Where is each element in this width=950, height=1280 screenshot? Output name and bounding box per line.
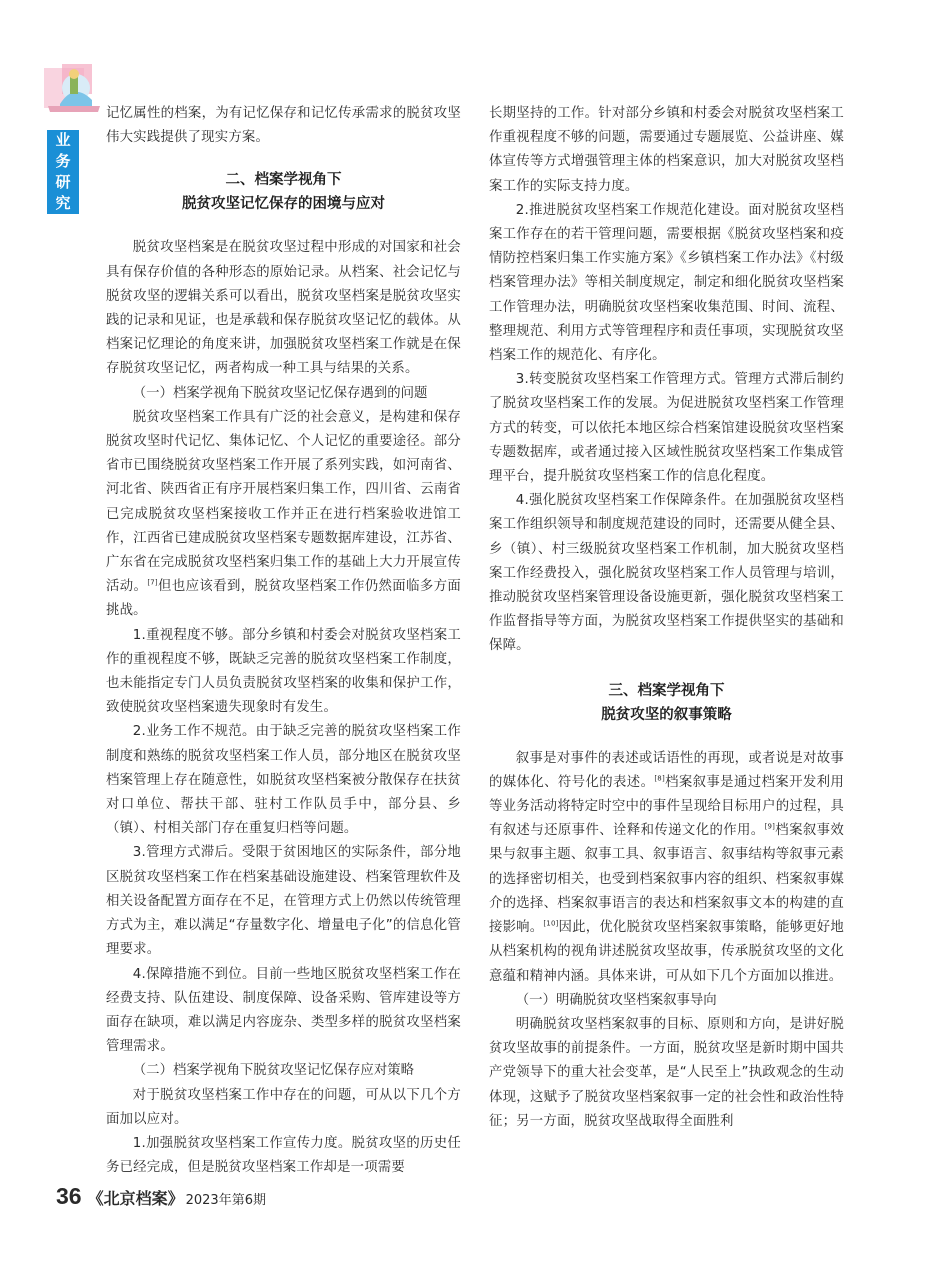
list-item: 1.重视程度不够。部分乡镇和村委会对脱贫攻坚档案工作的重视程度不够，既缺乏完善的脱贫攻坚档案工作制度，也未能指定专门人员负责脱贫攻坚档案的收集和保护工作，致使脱贫攻坚档案遗失现象时有发生。 bbox=[106, 627, 461, 716]
paragraph: 记忆属性的档案，为有记忆保存和记忆传承需求的脱贫攻坚伟大实践提供了现实方案。 bbox=[106, 106, 461, 146]
section-logo-icon bbox=[40, 62, 110, 116]
heading-line: 脱贫攻坚的叙事策略 bbox=[601, 706, 732, 723]
citation: [8] bbox=[654, 774, 665, 783]
subheading: （二）档案学视角下脱贫攻坚记忆保存应对策略 bbox=[132, 1063, 414, 1079]
magazine-title: 《北京档案》 bbox=[87, 1189, 184, 1208]
paragraph: 明确脱贫攻坚档案叙事的目标、原则和方向，是讲好脱贫攻坚故事的前提条件。一方面，脱贫攻坚是新时期中国共产党领导下的重大社会变革，是“人民至上”执政观念的生动体现，这赋予了脱贫攻坚档案叙事一定的社会性和政治性特征；另一方面，脱贫攻坚战取得全面胜利 bbox=[489, 1016, 844, 1129]
section-tag-char: 研 bbox=[55, 173, 71, 191]
section-tag bbox=[47, 130, 79, 214]
subheading: （一）档案学视角下脱贫攻坚记忆保存遇到的问题 bbox=[132, 385, 428, 401]
paragraph-text: 档案叙事效果与叙事主题、叙事工具、叙事语言、叙事结构等叙事元素的选择密切相关，也受到档案叙事内容的组织、档案叙事媒介的选择、档案叙事语言的表达和档案叙事文本的构建的直接影响。 bbox=[489, 823, 845, 936]
paragraph-text: 叙事是对事件的表述或话语性的再现，或者说是对故事的媒体化、符号化的表述。 bbox=[489, 750, 844, 790]
heading-line: 二、档案学视角下 bbox=[225, 172, 342, 189]
right-column bbox=[489, 102, 844, 1134]
page-footer bbox=[56, 1183, 266, 1210]
citation: [9] bbox=[764, 822, 776, 831]
paragraph-text: 脱贫攻坚档案工作具有广泛的社会意义，是构建和保存脱贫攻坚时代记忆、集体记忆、个人记忆的重要途径。部分省市已围绕脱贫攻坚档案工作开展了系列实践，如河南省、河北省、陕西省正有序开展档案归集工作，四川省、云南省已完成脱贫攻坚档案接收工作并正在进行档案验收进馆工作，江西省已建成脱贫攻坚档案专题数据库建设，江苏省、广东省在完成脱贫攻坚档案归集工作的基础上大力开展宣传活动。 bbox=[106, 409, 461, 595]
page-number: 36 bbox=[56, 1183, 82, 1209]
section-heading bbox=[106, 168, 461, 216]
left-column bbox=[106, 102, 461, 1180]
paragraph: 长期坚持的工作。针对部分乡镇和村委会对脱贫攻坚档案工作重视程度不够的问题，需要通过专题展览、公益讲座、媒体宣传等方式增强管理主体的档案意识，加大对脱贫攻坚档案工作的实际支持力度。 bbox=[489, 106, 844, 194]
list-item: 2.推进脱贫攻坚档案工作规范化建设。面对脱贫攻坚档案工作存在的若干管理问题，需要根据《脱贫攻坚档案和疫情防控档案归集工作实施方案》《乡镇档案工作办法》《村级档案管理办法》等相关制度规定，制定和细化脱贫攻坚档案工作管理办法，明确脱贫攻坚档案收集范围、时间、流程、整理规范、利用方式等管理程序和责任事项，实现脱贫攻坚档案工作的规范化、有序化。 bbox=[489, 202, 844, 364]
paragraph: 对于脱贫攻坚档案工作中存在的问题，可从以下几个方面加以应对。 bbox=[106, 1087, 461, 1127]
list-item: 4.保障措施不到位。目前一些地区脱贫攻坚档案工作在经费支持、队伍建设、制度保障、设备采购、管库建设等方面存在缺项，难以满足内容庞杂、类型多样的脱贫攻坚档案管理需求。 bbox=[106, 966, 461, 1055]
paragraph: 脱贫攻坚档案是在脱贫攻坚过程中形成的对国家和社会具有保存价值的各种形态的原始记录。从档案、社会记忆与脱贫攻坚的逻辑关系可以看出，脱贫攻坚档案是脱贫攻坚实践的记录和见证，也是承载和保存脱贫攻坚记忆的载体。从档案记忆理论的角度来讲，加强脱贫攻坚档案工作就是在保存脱贫攻坚记忆，两者构成一种工具与结果的关系。 bbox=[106, 240, 461, 377]
paragraph bbox=[106, 406, 461, 624]
citation: [7] bbox=[147, 578, 158, 587]
subheading: （一）明确脱贫攻坚档案叙事导向 bbox=[515, 992, 717, 1008]
section-tag-char: 究 bbox=[55, 194, 71, 212]
paragraph bbox=[489, 747, 844, 989]
list-item: 4.强化脱贫攻坚档案工作保障条件。在加强脱贫攻坚档案工作组织领导和制度规范建设的同时，还需要从健全县、乡（镇）、村三级脱贫攻坚档案工作机制，加大脱贫攻坚档案工作经费投入，强化脱贫攻坚档案工作人员管理与培训，推动脱贫攻坚档案管理设备设施更新，强化脱贫攻坚档案工作监督指导等方面，为脱贫攻坚档案工作提供坚实的基础和保障。 bbox=[489, 493, 844, 654]
section-tag-char: 务 bbox=[55, 152, 71, 170]
list-item: 3.管理方式滞后。受限于贫困地区的实际条件，部分地区脱贫攻坚档案工作在档案基础设施建设、档案管理软件及相关设备配置方面存在不足，在管理方式上仍然以传统管理方式为主，难以满足“存量数字化、增量电子化”的信息化管理要求。 bbox=[106, 845, 461, 958]
issue-label: 2023年第6期 bbox=[185, 1193, 266, 1208]
paragraph-text: 档案叙事是通过档案开发利用等业务活动将特定时空中的事件呈现给目标用户的过程，具有叙述与还原事件、诠释和传递文化的作用。 bbox=[489, 774, 844, 839]
list-item: 1.加强脱贫攻坚档案工作宣传力度。脱贫攻坚的历史任务已经完成，但是脱贫攻坚档案工作却是一项需要 bbox=[106, 1135, 461, 1176]
list-item: 3.转变脱贫攻坚档案工作管理方式。管理方式滞后制约了脱贫攻坚档案工作的发展。为促进脱贫攻坚档案工作管理方式的转变，可以依托本地区综合档案馆建设脱贫攻坚档案专题数据库，或者通过接入区域性脱贫攻坚档案工作集成管理平台，提升脱贫攻坚档案工作的信息化程度。 bbox=[489, 372, 844, 485]
heading-line: 脱贫攻坚记忆保存的困境与应对 bbox=[182, 196, 385, 213]
paragraph-text: 因此，优化脱贫攻坚档案叙事策略，能够更好地从档案机构的视角讲述脱贫攻坚故事，传承脱贫攻坚的文化意蕴和精神内涵。具体来讲，可从如下几个方面加以推进。 bbox=[489, 920, 844, 984]
list-item: 2.业务工作不规范。由于缺乏完善的脱贫攻坚档案工作制度和熟练的脱贫攻坚档案工作人员，部分地区在脱贫攻坚档案管理上存在随意性，如脱贫攻坚档案被分散保存在扶贫对口单位、帮扶干部、驻村工作队员手中，部分县、乡（镇）、村相关部门存在重复归档等问题。 bbox=[106, 724, 461, 837]
section-tag-char: 业 bbox=[55, 131, 71, 149]
section-heading bbox=[489, 679, 844, 727]
paragraph-text: 但也应该看到，脱贫攻坚档案工作仍然面临多方面挑战。 bbox=[106, 579, 461, 619]
heading-line: 三、档案学视角下 bbox=[608, 682, 725, 699]
citation: [10] bbox=[543, 919, 559, 928]
